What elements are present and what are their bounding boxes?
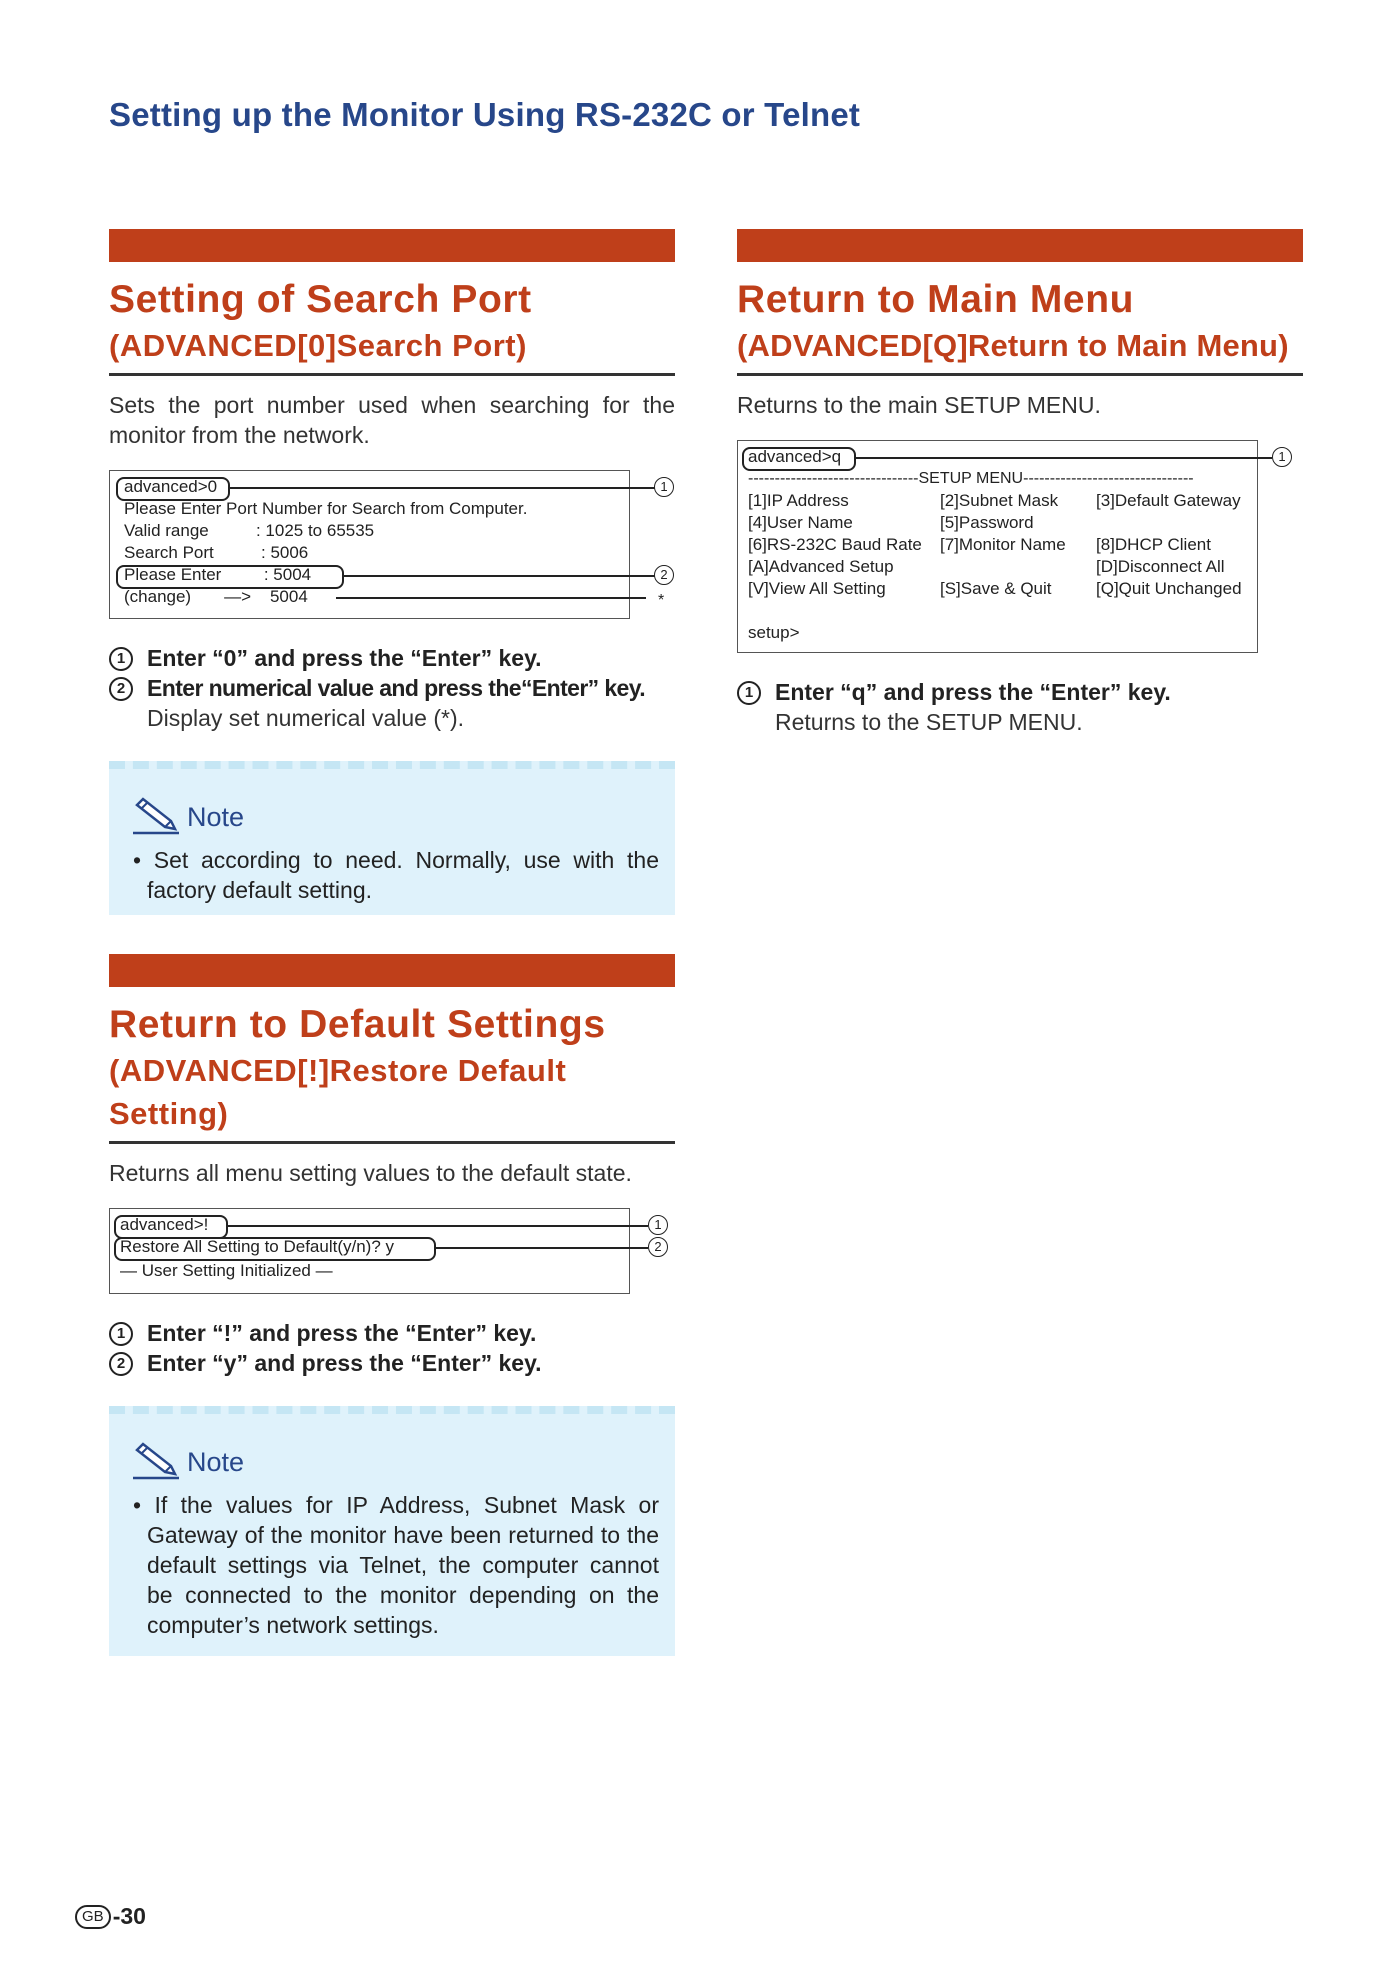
note-text: • If the values for IP Address, Subnet Mask or Gateway of the monitor have been returned to the default settings via Telnet, the computer cannot be connected to the monitor depending on the computer’s network settings.	[133, 1492, 659, 1638]
section-description: Returns all menu setting values to the default state.	[109, 1160, 632, 1186]
note-box	[109, 761, 675, 915]
step-number: 1	[109, 1322, 133, 1346]
step-item	[109, 673, 675, 733]
pencil-note-icon	[131, 1442, 181, 1482]
menu-item: [8]DHCP Client	[1096, 535, 1211, 554]
step-text: Enter “y” and press the “Enter” key.	[147, 1350, 542, 1376]
terminal-line: Valid range : 1025 to 65535	[124, 521, 375, 540]
menu-item: [4]User Name	[748, 513, 853, 532]
section-description: Returns to the main SETUP MENU.	[737, 392, 1101, 418]
section-subtitle: (ADVANCED[Q]Return to Main Menu)	[737, 328, 1289, 363]
step-number: 1	[109, 647, 133, 671]
terminal-line: (change) —> 5004	[124, 587, 308, 606]
step-text: Enter “q” and press the “Enter” key.	[775, 679, 1171, 705]
terminal-line: advanced>!	[120, 1215, 209, 1234]
leader-line	[854, 457, 1272, 459]
menu-item: [3]Default Gateway	[1096, 491, 1241, 510]
note-box	[109, 1406, 675, 1656]
callout-marker: 1	[654, 477, 674, 497]
step-item	[109, 1348, 675, 1378]
divider	[109, 373, 675, 376]
terminal-line: Restore All Setting to Default(y/n)? y	[120, 1237, 395, 1256]
step-number: 2	[109, 1352, 133, 1376]
section-search-port	[109, 229, 675, 915]
terminal-line: advanced>0	[124, 477, 218, 496]
section-subtitle: (ADVANCED[!]Restore Default Setting)	[109, 1053, 567, 1131]
section-bar	[737, 229, 1303, 262]
pencil-note-icon	[131, 797, 181, 837]
section-title: Return to Default Settings	[109, 1003, 606, 1046]
step-text: Enter “0” and press the “Enter” key.	[147, 645, 542, 671]
menu-item: [V]View All Setting	[748, 579, 886, 598]
divider	[737, 373, 1303, 376]
section-description: Sets the port number used when searching for the monitor from the network.	[109, 392, 675, 448]
page-header: Setting up the Monitor Using RS-232C or Telnet	[109, 96, 861, 133]
menu-header: --------------------------------SETUP MENU--------------------------------	[748, 470, 1194, 487]
section-bar	[109, 229, 675, 262]
note-text: • Set according to need. Normally, use with the factory default setting.	[133, 847, 659, 903]
terminal-prompt: setup>	[748, 623, 800, 642]
callout-marker: 2	[654, 565, 674, 585]
section-default-settings	[109, 954, 675, 1656]
terminal-line: Please Enter Port Number for Search from Computer.	[124, 499, 528, 518]
terminal-line: Search Port : 5006	[124, 543, 309, 562]
callout-marker: 1	[1272, 447, 1292, 467]
step-detail: Display set numerical value (*).	[147, 705, 465, 731]
menu-item: [7]Monitor Name	[940, 535, 1066, 554]
step-text: Enter “!” and press the “Enter” key.	[147, 1320, 537, 1346]
steps-list	[109, 643, 675, 733]
section-bar	[109, 954, 675, 987]
menu-item: [2]Subnet Mask	[940, 491, 1059, 510]
terminal-screen	[109, 1208, 662, 1294]
leader-line	[228, 487, 658, 489]
step-number: 2	[109, 677, 133, 701]
page-number: -30	[112, 1903, 146, 1929]
section-main-menu	[737, 229, 1303, 737]
steps-list	[109, 1318, 675, 1378]
step-number: 1	[737, 681, 761, 705]
page-footer	[75, 1903, 146, 1930]
callout-star: *	[658, 592, 665, 609]
terminal-line: advanced>q	[748, 447, 842, 466]
menu-item: [5]Password	[940, 513, 1034, 532]
callout-marker: 2	[648, 1237, 668, 1257]
leader-line	[336, 597, 646, 599]
note-label: Note	[187, 1446, 245, 1477]
step-item	[109, 1318, 675, 1348]
terminal-line: Please Enter : 5004	[124, 565, 312, 584]
menu-item: [A]Advanced Setup	[748, 557, 894, 576]
menu-item: [6]RS-232C Baud Rate	[748, 535, 922, 554]
step-detail: Returns to the SETUP MENU.	[775, 709, 1083, 735]
terminal-line: — User Setting Initialized —	[120, 1261, 333, 1280]
note-header	[131, 797, 659, 837]
step-text: Enter numerical value and press the“Enter” key.	[147, 675, 646, 701]
section-subtitle: (ADVANCED[0]Search Port)	[109, 328, 527, 363]
region-badge: GB	[75, 1905, 111, 1929]
menu-item: [Q]Quit Unchanged	[1096, 579, 1242, 598]
callout-marker: 1	[648, 1215, 668, 1235]
note-label: Note	[187, 801, 245, 832]
section-title: Setting of Search Port	[109, 278, 532, 321]
menu-item: [S]Save & Quit	[940, 579, 1052, 598]
leader-line	[434, 1247, 648, 1249]
leader-line	[226, 1225, 648, 1227]
section-title: Return to Main Menu	[737, 278, 1135, 321]
leader-line	[342, 575, 658, 577]
note-header	[131, 1442, 659, 1482]
terminal-screen	[109, 470, 668, 619]
menu-item: [1]IP Address	[748, 491, 849, 510]
divider	[109, 1141, 675, 1144]
menu-item: [D]Disconnect All	[1096, 557, 1225, 576]
step-item	[109, 643, 675, 673]
steps-list	[737, 677, 1303, 737]
step-item	[737, 677, 1303, 737]
terminal-screen	[737, 440, 1286, 653]
